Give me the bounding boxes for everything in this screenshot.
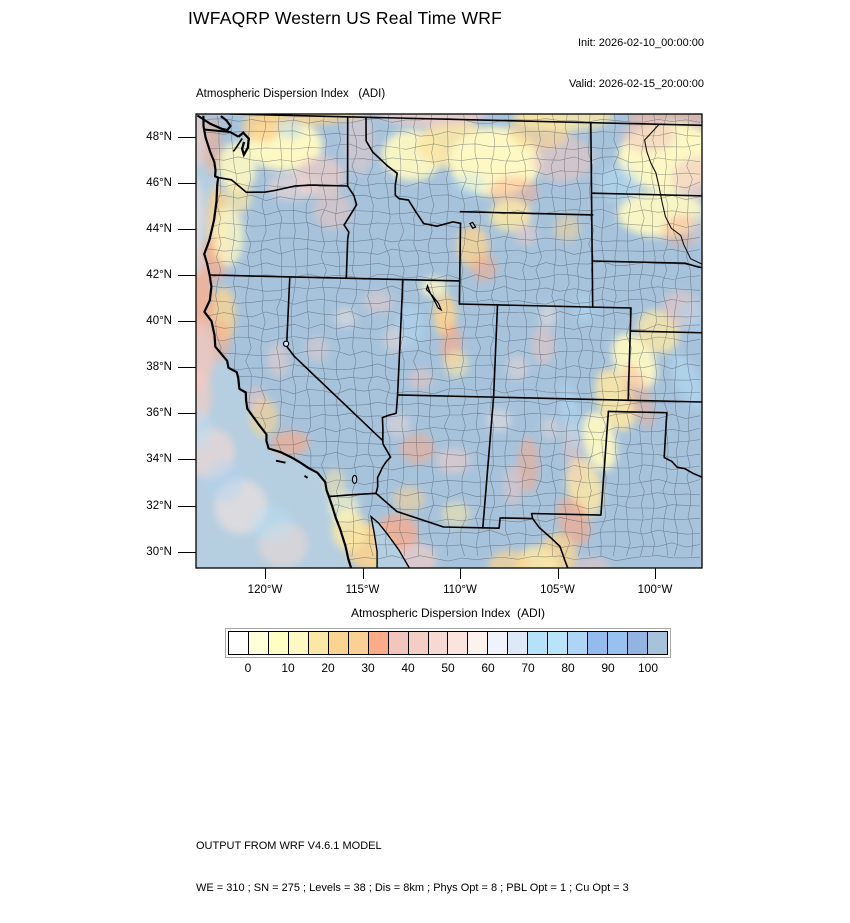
- colorbar-cell: [229, 632, 248, 654]
- colorbar-tick-label: 30: [361, 661, 375, 675]
- colorbar: [228, 631, 668, 655]
- lat-tick-label: 36°N: [146, 407, 172, 420]
- colorbar-tick-label: 40: [401, 661, 415, 675]
- lat-tick-mark: [178, 459, 196, 460]
- lat-tick-label: 40°N: [146, 315, 172, 327]
- lat-tick-mark: [178, 506, 196, 507]
- lat-tick-mark: [178, 137, 196, 138]
- colorbar-tick-label: 100: [637, 661, 659, 675]
- colorbar-tick-label: 60: [481, 661, 495, 675]
- colorbar-cell: [567, 632, 587, 654]
- lat-tick-label: 46°N: [146, 176, 172, 189]
- colorbar-cell: [308, 632, 328, 654]
- lon-tick-mark: [558, 568, 559, 579]
- colorbar-cell: [547, 632, 567, 654]
- lon-tick-mark: [265, 568, 266, 579]
- colorbar-cell: [607, 632, 627, 654]
- footer-block: [196, 811, 629, 923]
- lon-tick-label: 115°W: [345, 584, 380, 596]
- colorbar-cell: [388, 632, 408, 654]
- lat-tick-mark: [178, 552, 196, 553]
- lat-tick-mark: [178, 413, 196, 414]
- footer-line2: WE = 310 ; SN = 275 ; Levels = 38 ; Dis = 8km ; Phys Opt = 8 ; PBL Opt = 1 ; Cu Opt = 3: [196, 882, 629, 894]
- map-title: Atmospheric Dispersion Index (ADI): [196, 88, 386, 100]
- colorbar-cell: [428, 632, 448, 654]
- colorbar-cell: [348, 632, 368, 654]
- colorbar-tick-label: 50: [441, 661, 455, 675]
- lat-tick-label: 38°N: [146, 361, 172, 374]
- lon-tick-label: 110°W: [443, 584, 477, 596]
- colorbar-tick-label: 80: [561, 661, 575, 675]
- colorbar-cell: [647, 632, 667, 654]
- footer-line1: OUTPUT FROM WRF V4.6.1 MODEL: [196, 840, 382, 852]
- colorbar-tick-label: 10: [281, 661, 295, 675]
- colorbar-tick-label: 90: [601, 661, 615, 675]
- lat-tick-label: 44°N: [146, 222, 172, 235]
- lon-tick-label: 120°W: [247, 584, 283, 596]
- colorbar-cell: [587, 632, 607, 654]
- lat-tick-mark: [178, 229, 196, 230]
- colorbar-cell: [408, 632, 428, 654]
- colorbar-tick-label: 70: [521, 661, 535, 675]
- lon-tick-mark: [460, 568, 461, 579]
- colorbar-tick-label: 0: [244, 661, 252, 675]
- lat-tick-label: 48°N: [146, 130, 172, 143]
- colorbar-cell: [328, 632, 348, 654]
- colorbar-cell: [288, 632, 308, 654]
- colorbar-cell: [467, 632, 487, 654]
- lon-tick-mark: [363, 568, 364, 579]
- lat-tick-label: 32°N: [146, 499, 172, 512]
- lon-tick-mark: [655, 568, 656, 579]
- init-time-label: Init: 2026-02-10_00:00:00: [578, 37, 704, 49]
- colorbar-title: Atmospheric Dispersion Index (ADI): [350, 606, 546, 620]
- lon-tick-label: 105°W: [540, 584, 575, 596]
- page-title: IWFAQRP Western US Real Time WRF: [188, 8, 502, 28]
- colorbar-cell: [527, 632, 547, 654]
- lat-tick-mark: [178, 183, 196, 184]
- colorbar-cell: [268, 632, 288, 654]
- lat-tick-mark: [178, 275, 196, 276]
- lat-tick-label: 30°N: [146, 545, 172, 558]
- lat-tick-label: 34°N: [146, 453, 172, 466]
- lon-tick-label: 100°W: [637, 584, 673, 596]
- colorbar-cell: [507, 632, 527, 654]
- colorbar-tick-label: 20: [321, 661, 335, 675]
- valid-time-label: Valid: 2026-02-15_20:00:00: [569, 77, 704, 90]
- colorbar-cell: [487, 632, 507, 654]
- colorbar-cell: [248, 632, 268, 654]
- lat-tick-mark: [178, 367, 196, 368]
- lat-tick-mark: [178, 321, 196, 322]
- lat-tick-label: 42°N: [146, 268, 172, 281]
- colorbar-cell: [368, 632, 388, 654]
- colorbar-cell: [447, 632, 467, 654]
- colorbar-cell: [627, 632, 647, 654]
